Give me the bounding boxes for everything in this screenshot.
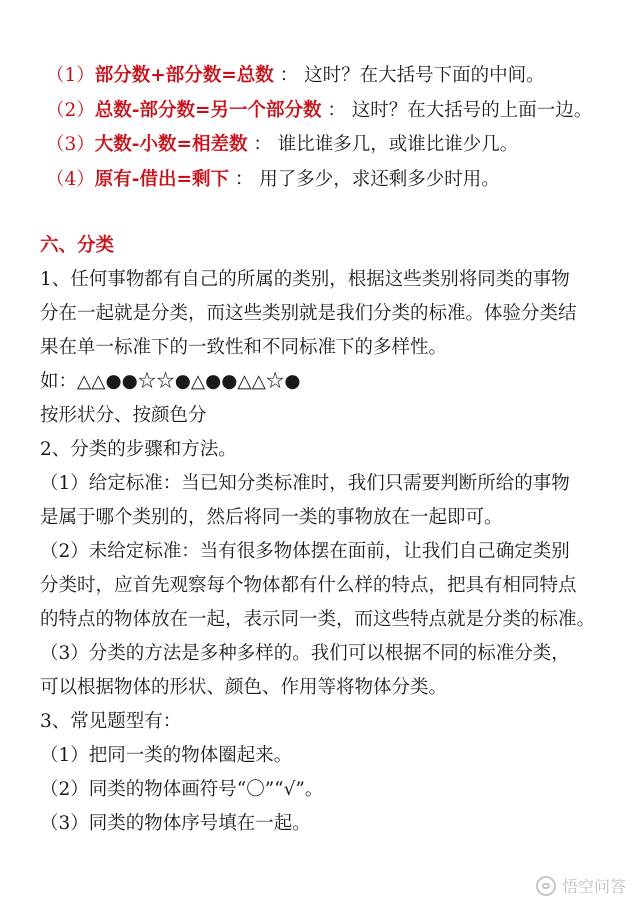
body-line: 1、任何事物都有自己的所属的类别，根据这些类别将同类的事物 (40, 269, 570, 290)
section-heading: 六、分类 (40, 235, 115, 256)
body-line: （3）分类的方法是多种多样的。我们可以根据不同的标准分类， (40, 643, 570, 664)
formula-text: 大数-小数=相差数 (94, 134, 248, 155)
body-line: （1）把同一类的物体圈起来。 (40, 745, 293, 766)
body-line: 是属于哪个类别的，然后将同一类的事物放在一起即可。 (40, 507, 503, 528)
formula-text: 总数-部分数=另一个部分数 (94, 100, 322, 121)
formula-line-2 (46, 99, 592, 123)
body-line: 2、分类的步骤和方法。 (40, 439, 237, 460)
formula-line-4 (46, 168, 500, 192)
body-line: 果在单一标准下的一致性和不同标准下的多样性。 (40, 337, 448, 358)
formula-number: （4） (46, 169, 95, 190)
formula-text: 原有-借出=剩下 (94, 169, 229, 190)
formula-line-3 (46, 133, 518, 157)
formula-number: （3） (46, 134, 95, 155)
formula-text: 部分数+部分数=总数 (94, 65, 274, 86)
body-line: （2）同类的物体画符号“〇”“√”。 (40, 779, 324, 800)
formula-note: 这时？在大括号下面的中间。 (304, 65, 545, 86)
shape-example-line: 如：△△●●☆☆●△●●△△☆● (40, 371, 301, 392)
body-line: 3、常见题型有： (40, 711, 182, 732)
chat-bubble-icon (536, 876, 556, 896)
formula-note: 用了多少，求还剩多少时用。 (259, 169, 500, 190)
formula-separator: ： (321, 100, 352, 121)
body-line: 分在一起就是分类，而这些类别就是我们分类的标准。体验分类结 (40, 303, 577, 324)
formula-note: 这时？在大括号的上面一边。 (351, 100, 593, 121)
formula-separator: ： (247, 134, 278, 155)
formula-separator: ： (273, 65, 305, 86)
formula-line-1 (46, 64, 545, 88)
formula-number: （2） (46, 100, 95, 121)
watermark (536, 874, 626, 897)
body-line: 按形状分、按颜色分 (40, 405, 207, 426)
body-line: （2）未给定标准：当有很多物体摆在面前，让我们自己确定类别 (40, 541, 570, 562)
watermark-text: 悟空问答 (561, 877, 626, 896)
body-line: （3）同类的物体序号填在一起。 (40, 813, 311, 834)
body-line: （1）给定标准：当已知分类标准时，我们只需要判断所给的事物 (40, 473, 570, 494)
body-line: 的特点的物体放在一起，表示同一类，而这些特点就是分类的标准。 (40, 609, 596, 630)
body-line: 可以根据物体的形状、颜色、作用等将物体分类。 (40, 677, 448, 698)
body-line: 分类时，应首先观察每个物体都有什么样的特点，把具有相同特点 (40, 575, 577, 596)
formula-separator: ： (228, 169, 260, 190)
formula-number: （1） (46, 65, 95, 86)
formula-note: 谁比谁多几，或谁比谁少几。 (277, 134, 519, 155)
